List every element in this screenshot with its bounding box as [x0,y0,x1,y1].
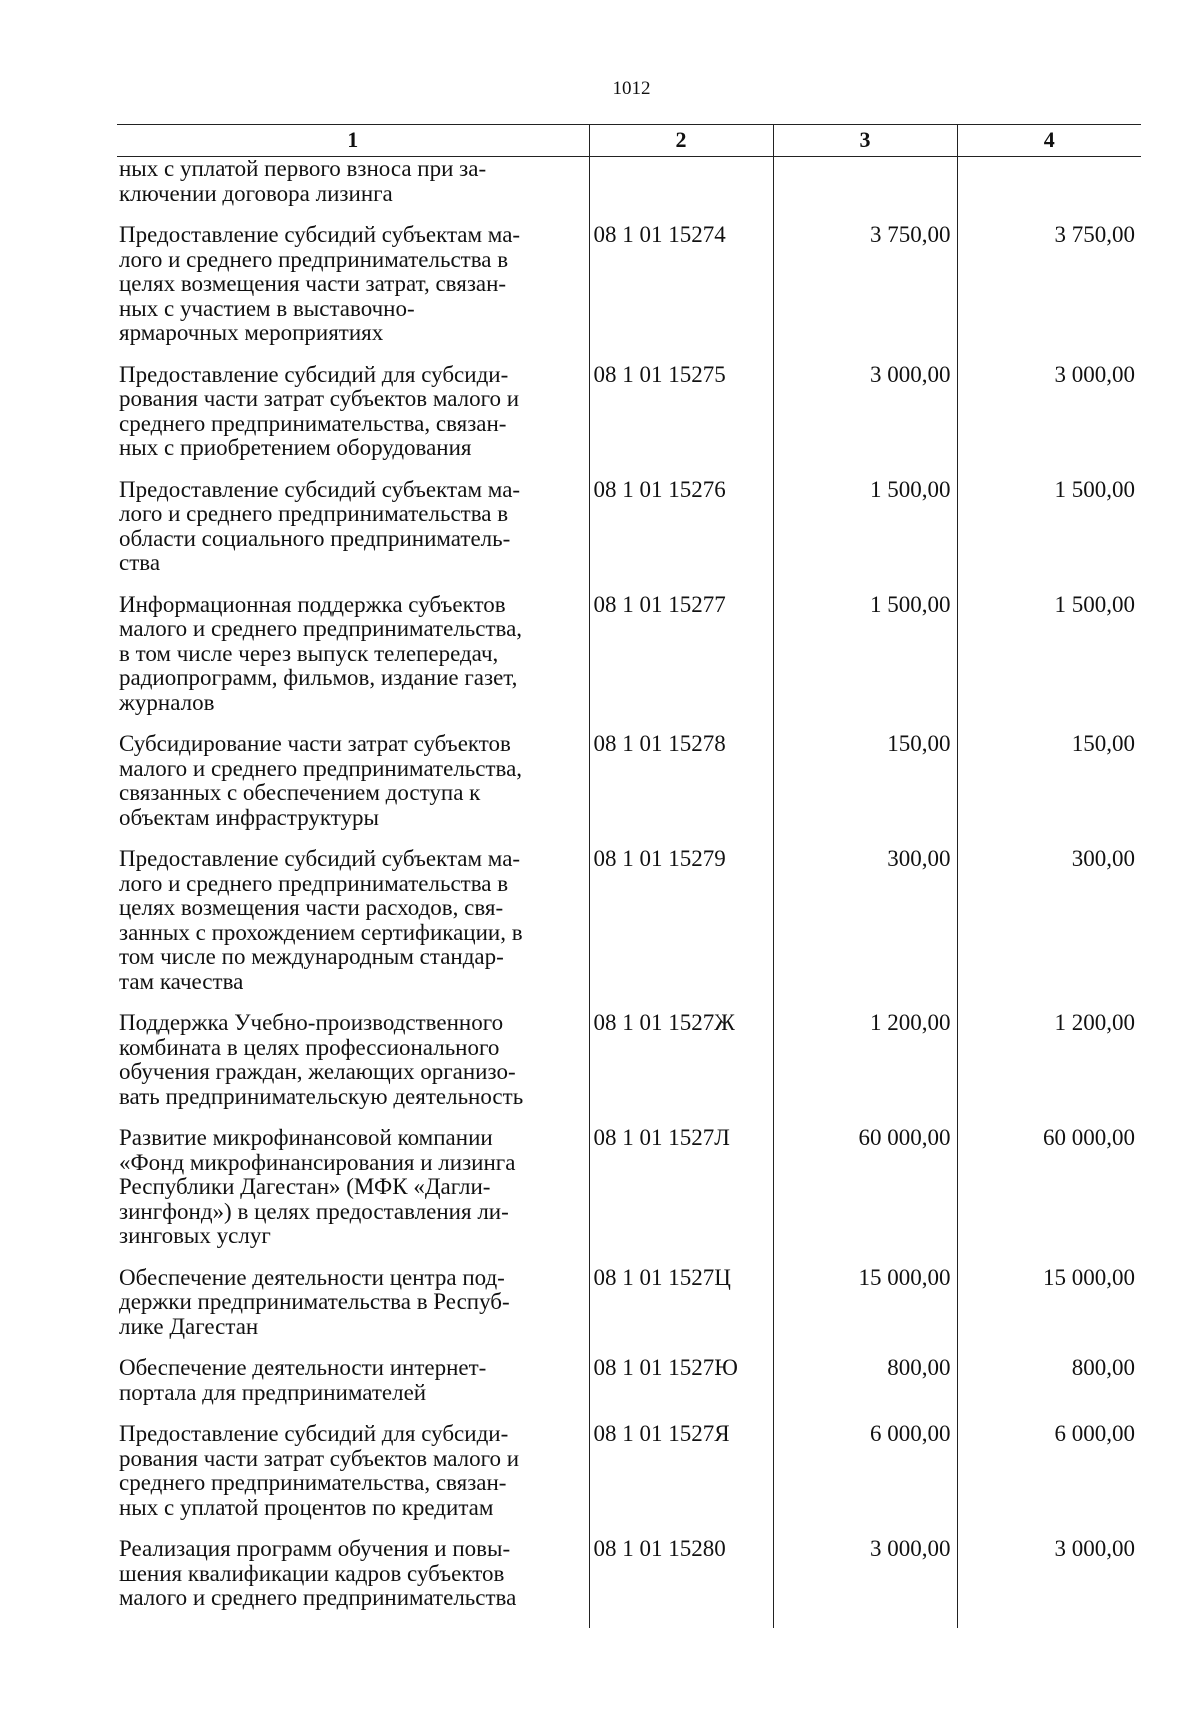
row-description [117,363,589,478]
description-line: ства [119,550,161,575]
description-line: «Фонд микрофинансирования и лизинга [119,1149,516,1175]
row-value-col3: 300,00 [773,847,957,1011]
row-description [117,1266,589,1357]
column-header-2: 2 [589,125,773,157]
row-value-col4: 1 500,00 [957,478,1141,593]
description-line: ных с участием в выставочно- [119,295,415,321]
table-row [117,157,1141,224]
description-line: Обеспечение деятельности центра под- [119,1264,505,1290]
description-line: Развитие микрофинансовой компании [119,1125,493,1150]
row-description [117,1422,589,1537]
row-code: 08 1 01 15274 [589,223,773,363]
description-line: рования части затрат субъектов малого и [119,386,520,411]
row-value-col4: 150,00 [957,732,1141,847]
row-code: 08 1 01 15280 [589,1537,773,1628]
column-header-3: 3 [773,125,957,157]
row-code: 08 1 01 15279 [589,847,773,1011]
description-line: обучения граждан, желающих организо- [119,1059,516,1084]
description-line: там качества [119,968,244,994]
row-value-col3: 3 000,00 [773,363,957,478]
description-line: ных с уплатой первого взноса при за- [119,156,487,181]
description-line: ных с приобретением оборудования [119,435,472,460]
row-description [117,223,589,363]
description-line: среднего предпринимательства, связан- [119,1470,507,1495]
row-code: 08 1 01 15277 [589,593,773,733]
row-value-col3: 3 000,00 [773,1537,957,1628]
description-line: занных с прохождением сертификации, в [119,919,523,945]
row-code: 08 1 01 15278 [589,732,773,847]
row-value-col3: 1 500,00 [773,593,957,733]
row-code: 08 1 01 1527Л [589,1126,773,1266]
row-value-col4: 300,00 [957,847,1141,1011]
table-body [117,157,1141,1628]
description-line: Предоставление субсидий субъектам ма- [119,222,521,247]
description-line: лике Дагестан [119,1313,259,1339]
row-value-col4: 6 000,00 [957,1422,1141,1537]
column-header-1: 1 [117,125,589,157]
header-row [117,125,1141,157]
table-row [117,1126,1141,1266]
description-line: Субсидирование части затрат субъектов [119,731,511,756]
description-line: малого и среднего предпринимательства, [119,616,523,641]
description-line: Предоставление субсидий субъектам ма- [119,476,521,502]
row-code [589,157,773,224]
table-header [117,125,1141,157]
table-row [117,593,1141,733]
column-header-4: 4 [957,125,1141,157]
description-line: том числе по международным стандар- [119,944,504,969]
table-row [117,732,1141,847]
table-row [117,1011,1141,1126]
row-description [117,593,589,733]
row-value-col3 [773,157,957,224]
description-line: радиопрограмм, фильмов, издание газет, [119,665,518,690]
description-line: Предоставление субсидий для субсиди- [119,1421,509,1446]
table-row [117,478,1141,593]
budget-table [117,124,1141,1628]
description-line: журналов [119,689,215,715]
description-line: целях возмещения части затрат, связан- [119,271,507,296]
description-line: ных с уплатой процентов по кредитам [119,1494,494,1520]
row-description [117,1126,589,1266]
description-line: Информационная поддержка субъектов [119,591,506,617]
row-code: 08 1 01 15275 [589,363,773,478]
description-line: малого и среднего предпринимательства [119,1585,517,1610]
row-value-col4: 3 000,00 [957,363,1141,478]
row-code: 08 1 01 1527Ц [589,1266,773,1357]
row-value-col3: 60 000,00 [773,1126,957,1266]
description-line: среднего предпринимательства, связан- [119,410,507,436]
table-row [117,223,1141,363]
row-value-col3: 800,00 [773,1356,957,1422]
row-value-col4 [957,157,1141,224]
description-line: портала для предпринимателей [119,1379,427,1405]
description-line: Предоставление субсидий субъектам ма- [119,846,521,871]
description-line: комбината в целях профессионального [119,1034,500,1060]
description-line: целях возмещения части расходов, свя- [119,895,504,920]
description-line: области социального предприниматель- [119,525,511,551]
row-value-col4: 3 000,00 [957,1537,1141,1628]
description-line: малого и среднего предпринимательства, [119,755,523,781]
description-line: рования части затрат субъектов малого и [119,1445,520,1471]
row-value-col4: 60 000,00 [957,1126,1141,1266]
table-row [117,1422,1141,1537]
row-description [117,732,589,847]
row-value-col4: 1 200,00 [957,1011,1141,1126]
row-value-col4: 800,00 [957,1356,1141,1422]
description-line: ярмарочных мероприятиях [119,320,384,345]
description-line: в том числе через выпуск телепередач, [119,640,499,666]
description-line: лого и среднего предпринимательства в [119,246,509,272]
table-row [117,1537,1141,1628]
page-number: 1012 [612,78,651,99]
description-line: объектам инфраструктуры [119,804,379,830]
row-code: 08 1 01 1527Ж [589,1011,773,1126]
table-row [117,847,1141,1011]
row-description [117,1537,589,1628]
description-line: лого и среднего предпринимательства в [119,501,509,526]
row-description [117,1356,589,1422]
row-value-col3: 6 000,00 [773,1422,957,1537]
description-line: лого и среднего предпринимательства в [119,870,509,896]
table-row [117,1356,1141,1422]
row-value-col3: 15 000,00 [773,1266,957,1357]
row-value-col3: 1 500,00 [773,478,957,593]
row-code: 08 1 01 1527Ю [589,1356,773,1422]
table-row [117,1266,1141,1357]
description-line: Реализация программ обучения и повы- [119,1536,511,1561]
row-value-col4: 3 750,00 [957,223,1141,363]
description-line: Обеспечение деятельности интернет- [119,1355,487,1380]
row-code: 08 1 01 15276 [589,478,773,593]
description-line: связанных с обеспечением доступа к [119,780,481,805]
description-line: зингфонд») в целях предоставления ли- [119,1198,509,1224]
row-value-col3: 1 200,00 [773,1011,957,1126]
row-code: 08 1 01 1527Я [589,1422,773,1537]
description-line: держки предпринимательства в Респуб- [119,1289,510,1314]
description-line: Республики Дагестан» (МФК «Дагли- [119,1174,491,1199]
description-line: шения квалификации кадров субъектов [119,1560,505,1586]
description-line: Предоставление субсидий для субсиди- [119,361,509,387]
description-line: зинговых услуг [119,1223,271,1248]
table-row [117,363,1141,478]
description-line: Поддержка Учебно-производственного [119,1010,504,1035]
description-line: ключении договора лизинга [119,180,393,206]
row-value-col3: 3 750,00 [773,223,957,363]
row-description [117,157,589,224]
description-line: вать предпринимательскую деятельность [119,1083,524,1109]
row-description [117,478,589,593]
row-value-col3: 150,00 [773,732,957,847]
row-description [117,847,589,1011]
row-value-col4: 15 000,00 [957,1266,1141,1357]
row-description [117,1011,589,1126]
row-value-col4: 1 500,00 [957,593,1141,733]
